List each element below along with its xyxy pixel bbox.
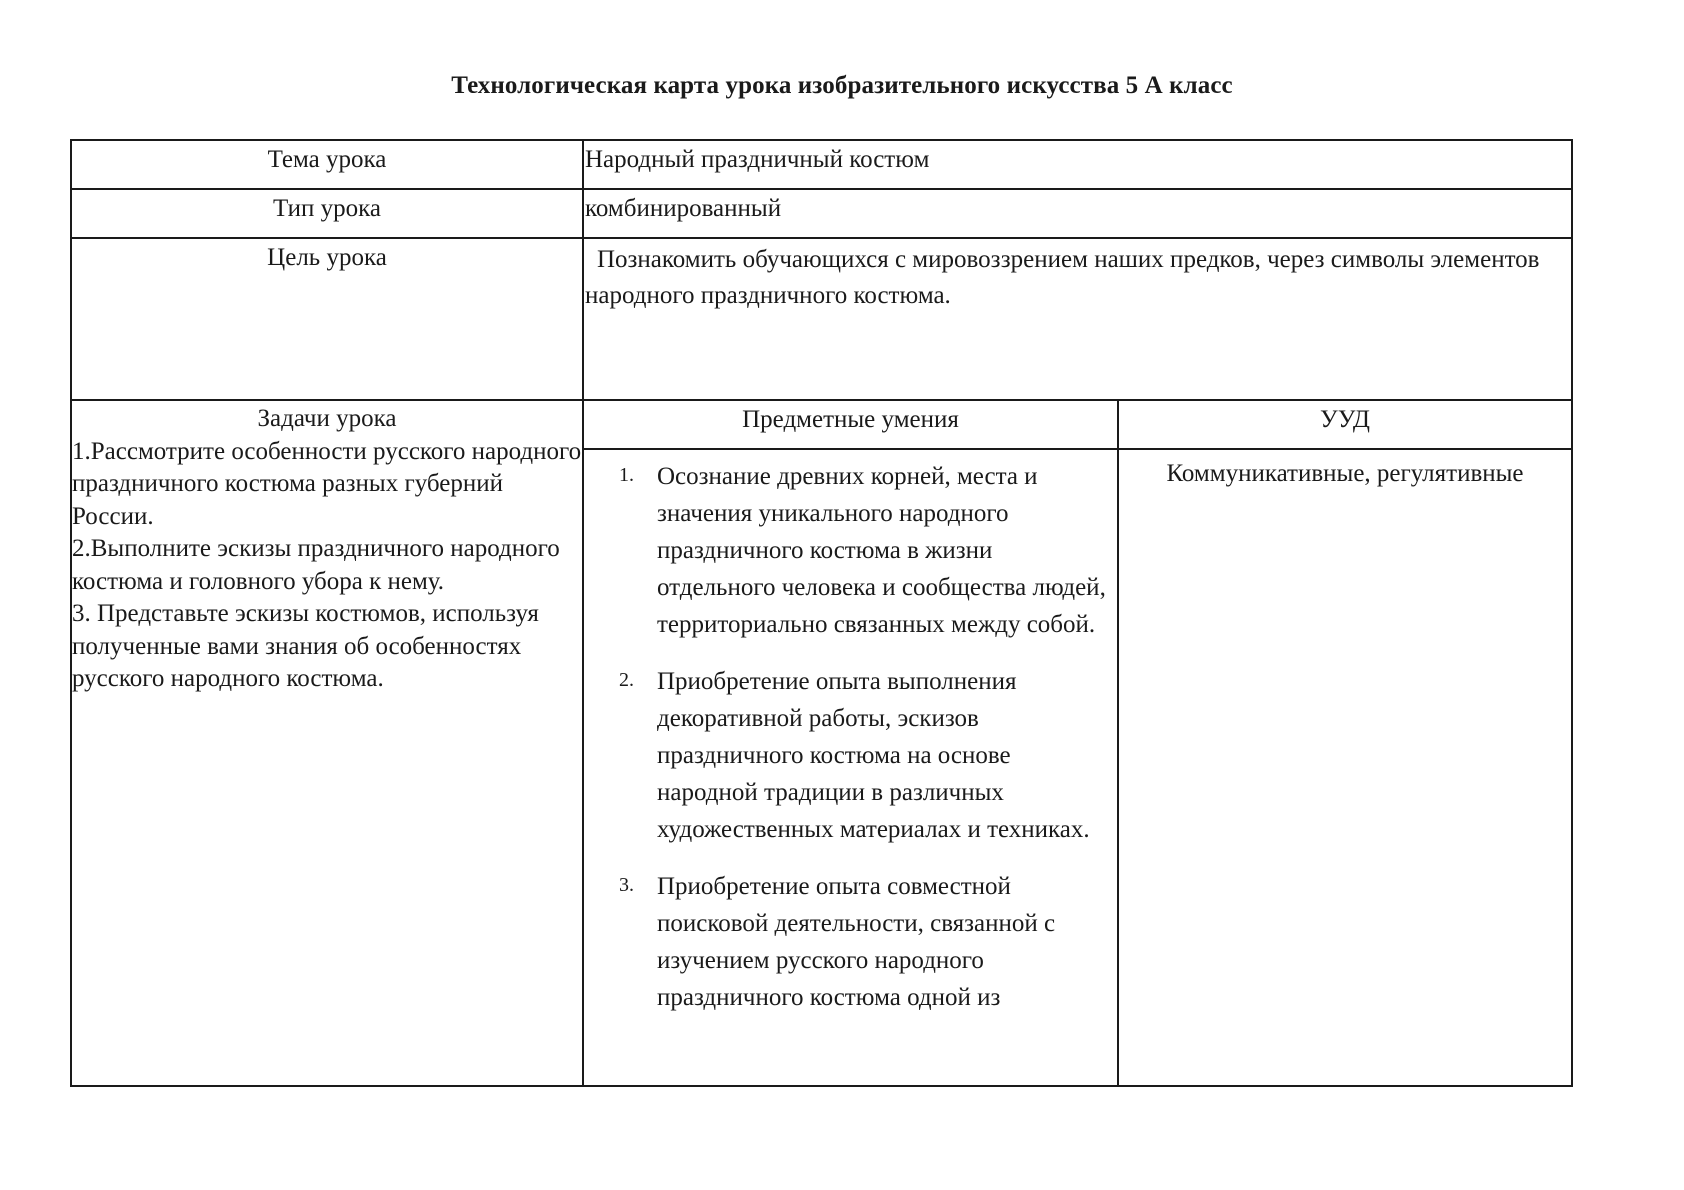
- skills-header: Предметные умения: [583, 400, 1118, 449]
- uud-value: Коммуникативные, регулятивные: [1118, 449, 1572, 1086]
- skill-text: Осознание древних корней, места и значения уникального народного праздничного костюма в жизни отдельного человека и сообщества людей, территориально связанных между собой.: [657, 463, 1106, 638]
- tasks-header: Задачи урока: [257, 405, 397, 432]
- skill-number: 2.: [619, 669, 634, 691]
- task-item: 1.Рассмотрите особенности русского народного праздничного костюма разных губерний России.: [72, 437, 582, 530]
- topic-label: Тема урока: [71, 140, 583, 189]
- skill-item: [619, 458, 1107, 643]
- uud-header: УУД: [1118, 400, 1572, 449]
- task-item: 2.Выполните эскизы праздничного народного костюма и головного убора к нему.: [72, 535, 560, 595]
- skill-text: Приобретение опыта выполнения декоративной работы, эскизов праздничного костюма на основе народной традиции в различных художественных материалах и техниках.: [657, 668, 1090, 843]
- task-item: 3. Представьте эскизы костюмов, используя полученные вами знания об особенностях русского народного костюма.: [72, 600, 539, 692]
- skills-cell: [583, 449, 1118, 1086]
- section-header-row: [71, 400, 1572, 449]
- topic-value: Народный праздничный костюм: [583, 140, 1572, 189]
- skills-list: [584, 450, 1117, 1016]
- topic-row: [71, 140, 1572, 189]
- goal-label: Цель урока: [71, 238, 583, 400]
- skill-number: 3.: [619, 874, 634, 896]
- skill-item: [619, 868, 1107, 1016]
- type-row: [71, 189, 1572, 238]
- goal-row: [71, 238, 1572, 400]
- type-value: комбинированный: [583, 189, 1572, 238]
- document-title: Технологическая карта урока изобразительного искусства 5 А класс: [451, 72, 1233, 99]
- tasks-cell: [71, 400, 583, 1086]
- lesson-plan-table: [70, 139, 1573, 1087]
- goal-value: [583, 238, 1572, 400]
- skill-text: Приобретение опыта совместной поисковой деятельности, связанной с изучением русского народного праздничного костюма одной из: [657, 873, 1056, 1011]
- type-label: Тип урока: [71, 189, 583, 238]
- goal-text: Познакомить обучающихся с мировоззрением наших предков, через символы элементов народного праздничного костюма.: [585, 246, 1540, 310]
- skill-item: [619, 663, 1107, 848]
- skill-number: 1.: [619, 464, 634, 486]
